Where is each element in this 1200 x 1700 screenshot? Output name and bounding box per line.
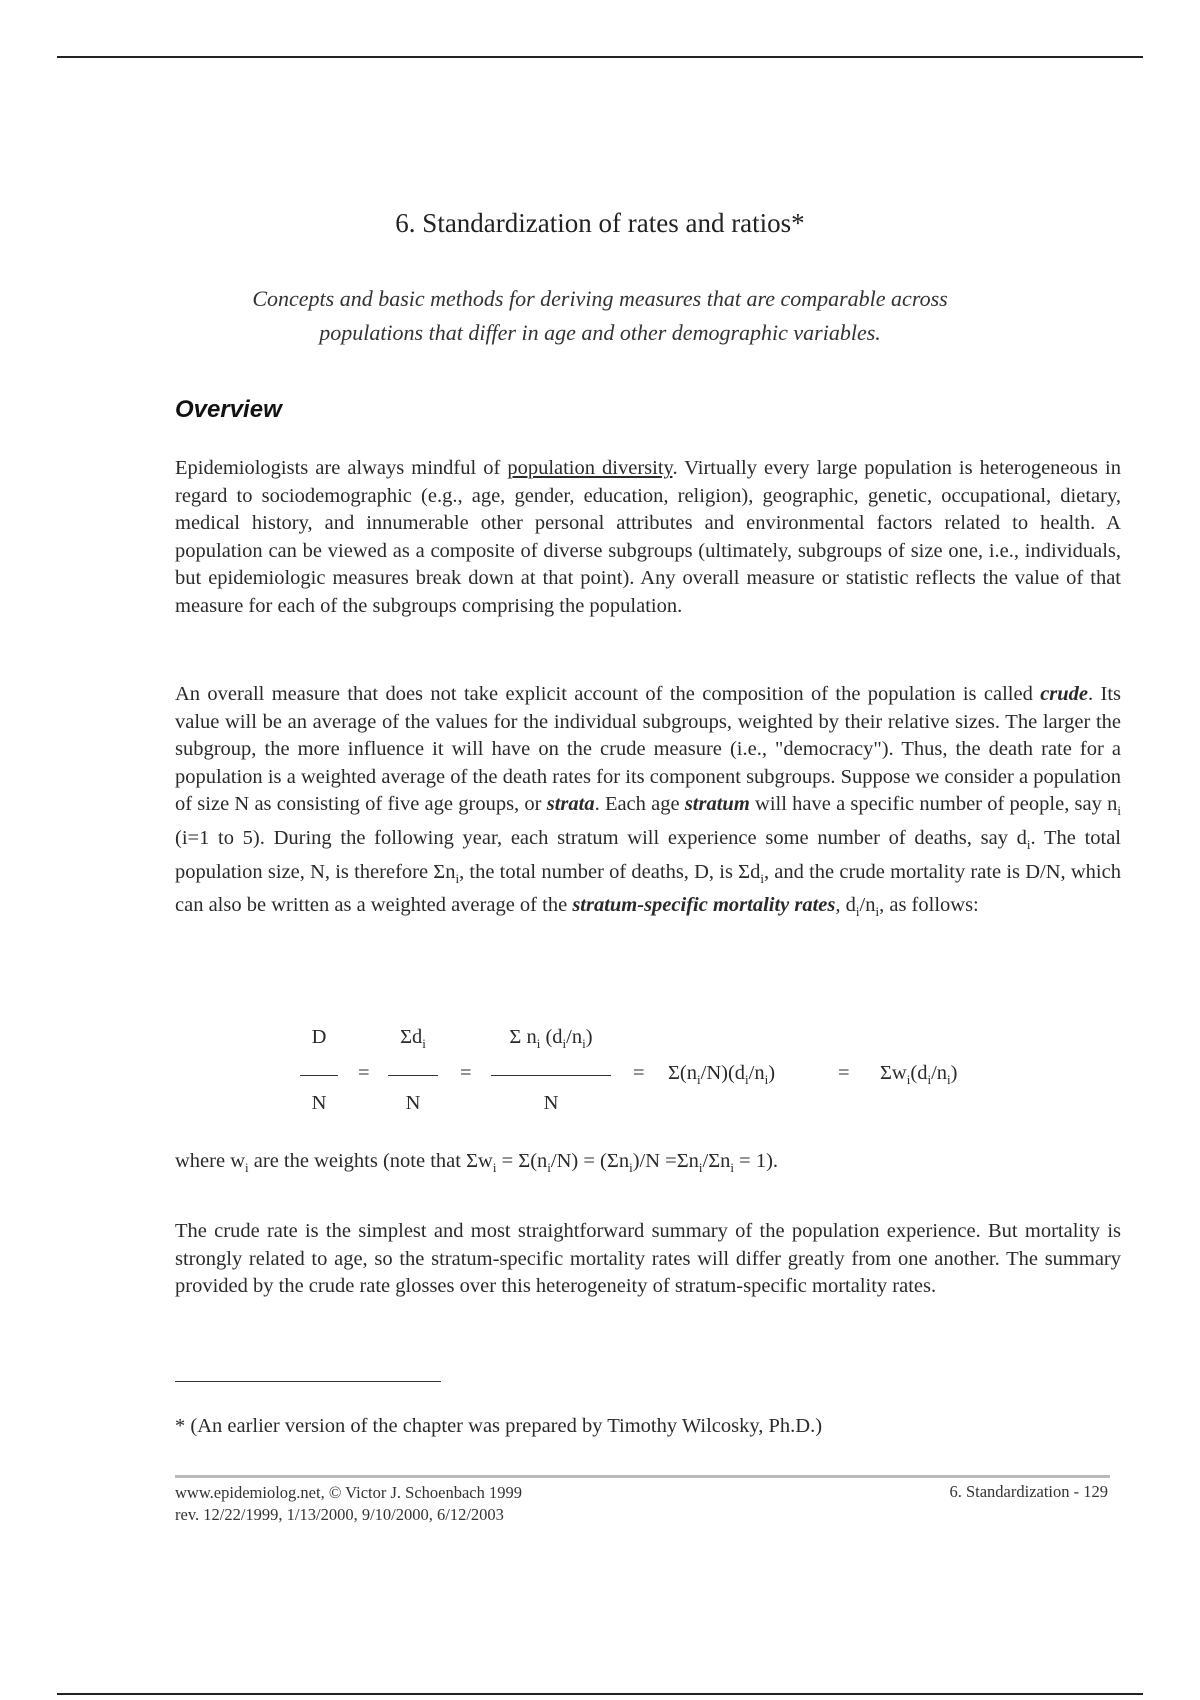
p2-text-f: . The total population size, N, is therefore Σn [175, 827, 1122, 883]
subscript: i [927, 1072, 932, 1088]
top-rule [57, 56, 1143, 58]
note-text: = 1). [734, 1150, 779, 1172]
p2-text-j: /n [859, 894, 876, 917]
p1-text-b: . Virtually every large population is heterogeneous in regard to sociodemographic (e.g., age, gender, education, religion), geographic, genetic, occupational, dietary, medical history, and innumerable other personal attributes and environmental factors related to health. A population can be viewed as a composite of diverse subgroups (ultimately, subgroups of size one, i.e., individuals, but epidemiologic measures break down at that point). Any overall measure or statistic reflects the value of that measure for each of the subgroups comprising the population. [175, 457, 1121, 617]
subscript: i [1026, 837, 1031, 853]
weights-note [175, 1150, 778, 1176]
subscript: i [697, 1072, 701, 1088]
term-stratum: stratum [684, 793, 750, 816]
numerator-text: /n [566, 1026, 583, 1048]
term-crude: crude [1040, 683, 1089, 705]
note-text: /N) = (Σn [550, 1150, 630, 1172]
p2-text-e: (i=1 to 5). During the following year, each stratum will experience some number of deaths, say d [175, 827, 1027, 850]
numerator-text: ) [585, 1026, 593, 1048]
p2-text-c: . Each age [594, 793, 685, 816]
term-text: /N)(d [700, 1062, 746, 1084]
subscript: i [547, 1160, 551, 1176]
p2-text-b: . Its value will be an average of the values for the individual subgroups, weighted by their relative sizes. The larger the subgroup, the more influence it will have on the crude measure (i.e., "democracy"). Thus, the death rate for a population is a weighted average of the death rates for its component subgroups. Suppose we consider a population of size N as consisting of five age groups, or [175, 683, 1122, 816]
fraction-bar [491, 1075, 611, 1076]
subtitle-line-1: Concepts and basic methods for deriving measures that are comparable across [252, 286, 948, 311]
equals-sign: = [838, 1062, 850, 1084]
subscript: i [730, 1160, 735, 1176]
term-text: ) [768, 1062, 776, 1084]
crude-rate-equation [0, 1020, 1200, 1130]
p2-text-h: , and the crude mortality rate is D/N, which can also be written as a weighted average of the [175, 860, 1121, 917]
note-text: are the weights (note that Σw [248, 1150, 493, 1172]
subscript: i [875, 904, 880, 920]
footer-copyright: www.epidemiolog.net, © Victor J. Schoenbach 1999 [175, 1483, 522, 1502]
subscript: i [760, 870, 764, 886]
paragraph-1 [175, 455, 1121, 621]
footer-rule [175, 1475, 1110, 1478]
note-text: /Σn [702, 1150, 731, 1172]
term-text: ) [950, 1062, 958, 1084]
numerator-text: Σ n [509, 1026, 537, 1048]
fraction-bar [388, 1075, 438, 1076]
page-title: 6. Standardization of rates and ratios* [395, 208, 805, 238]
p2-text-k: , as follows: [879, 894, 979, 917]
fraction-denominator: N [311, 1092, 327, 1114]
p1-text-a: Epidemiologists are always mindful of [175, 457, 508, 479]
subscript: i [855, 904, 860, 920]
paragraph-2 [175, 681, 1121, 926]
fraction-denominator: N [543, 1092, 559, 1114]
equals-sign: = [358, 1062, 370, 1084]
population-diversity-link[interactable]: population diversity [507, 457, 673, 479]
p2-text-a: An overall measure that does not take explicit account of the composition of the population is called [175, 683, 1041, 705]
equation-term-weights [880, 1062, 957, 1088]
note-text: )/N =Σn [632, 1150, 699, 1172]
note-text: where w [175, 1150, 246, 1172]
subscript: i [492, 1160, 497, 1176]
footer-revisions: rev. 12/22/1999, 1/13/2000, 9/10/2000, 6/12/2003 [175, 1505, 504, 1524]
numerator-text: Σd [400, 1026, 423, 1048]
term-text: (d [910, 1062, 928, 1084]
footnote-separator [175, 1381, 441, 1382]
footer-left [175, 1482, 522, 1526]
term-text: /n [931, 1062, 948, 1084]
subscript: i [582, 1036, 586, 1052]
fraction-denominator: N [405, 1092, 421, 1114]
equation-term-weights-expanded [668, 1062, 775, 1088]
term-strata: strata [546, 793, 595, 816]
subscript: i [562, 1036, 567, 1052]
p2-text-d: will have a specific number of people, say n [749, 793, 1118, 816]
paragraph-3: The crude rate is the simplest and most straightforward summary of the population experience. But mortality is strongly related to age, so the stratum-specific mortality rates will differ greatly from one another. The summary provided by the crude rate glosses over this heterogeneity of stratum-specific mortality rates. [175, 1220, 1121, 1298]
fraction-numerator: D [311, 1026, 327, 1048]
subscript: i [698, 1160, 703, 1176]
subscript: i [745, 1072, 749, 1088]
subscript: i [947, 1072, 951, 1088]
term-text: Σw [880, 1062, 907, 1084]
p2-text-g: , the total number of deaths, D, is Σd [459, 860, 761, 883]
subscript: i [455, 870, 460, 886]
note-text: = Σ(n [496, 1150, 548, 1172]
numerator-text: (d [540, 1026, 563, 1048]
fraction-numerator [388, 1026, 438, 1052]
p2-text-i: , d [835, 894, 856, 917]
equals-sign: = [633, 1062, 645, 1084]
term-text: /n [748, 1062, 765, 1084]
fraction-numerator [491, 1026, 611, 1052]
term-text: Σ(n [668, 1062, 698, 1084]
subscript: i [422, 1036, 426, 1052]
subscript: i [245, 1160, 249, 1176]
footer-page-number: 6. Standardization - 129 [949, 1482, 1108, 1501]
subscript: i [764, 1072, 769, 1088]
equals-sign: = [460, 1062, 472, 1084]
footnote: * (An earlier version of the chapter was prepared by Timothy Wilcosky, Ph.D.) [175, 1415, 823, 1437]
subscript: i [536, 1036, 541, 1052]
subscript: i [1117, 803, 1121, 819]
subscript: i [906, 1072, 911, 1088]
subtitle-line-2: populations that differ in age and other demographic variables. [319, 320, 881, 345]
section-heading: Overview [175, 396, 282, 423]
bottom-rule [57, 1693, 1143, 1695]
term-stratum-specific-mortality-rates: stratum-specific mortality rates [572, 894, 836, 917]
fraction-bar [300, 1075, 338, 1076]
subtitle [240, 282, 960, 350]
subscript: i [629, 1160, 633, 1176]
